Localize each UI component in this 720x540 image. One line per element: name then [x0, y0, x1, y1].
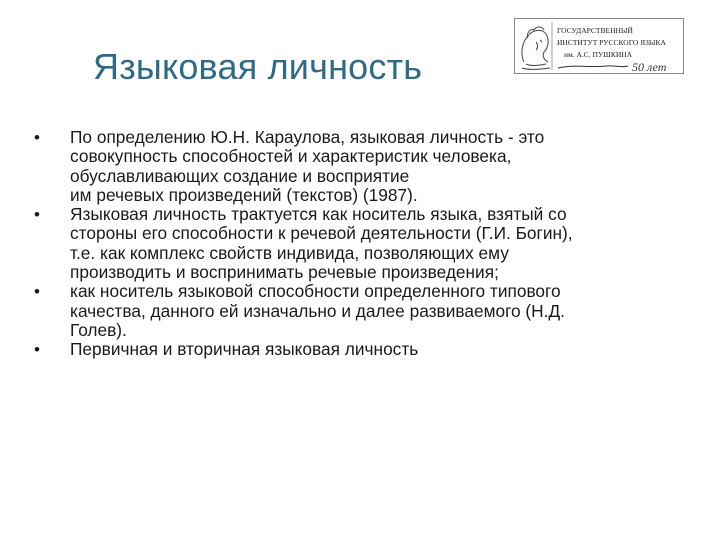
institute-logo — [514, 18, 684, 74]
bullet-text-line: По определению Ю.Н. Караулова, языковая личность - это — [70, 127, 545, 147]
bullet-text-line: им речевых произведений (текстов) (1987). — [70, 184, 418, 205]
bullet-list — [34, 128, 684, 360]
logo-line-2: ИНСТИТУТ РУССКОГО ЯЗЫКА — [557, 38, 666, 47]
bullet-item — [34, 205, 684, 282]
bullet-text-line: Голев). — [70, 319, 127, 340]
bullet-item — [34, 282, 684, 340]
pushkin-portrait-logo-icon — [514, 18, 684, 74]
bullet-marker: • — [34, 282, 40, 302]
bullet-text-line: Первичная и вторичная языковая личность — [70, 339, 419, 360]
bullet-text-line: качества, данного ей изначально и далее развиваемого (Н.Д. — [70, 300, 565, 321]
bullet-text-line: совокупность способностей и характеристик человека, — [70, 146, 512, 167]
bullet-text-line: как носитель языковой способности определенного типового — [70, 281, 561, 302]
bullet-marker: • — [34, 205, 40, 225]
bullet-item — [34, 128, 684, 205]
bullet-text-line: т.е. как комплекс свойств индивида, позволяющих ему — [70, 242, 509, 263]
bullet-text-line: стороны его способности к речевой деятельности (Г.И. Богин), — [70, 223, 573, 244]
logo-line-1: ГОСУДАРСТВЕННЫЙ — [557, 26, 633, 35]
logo-line-3: им. А.С. ПУШКИНА — [564, 50, 633, 59]
bullet-item — [34, 340, 684, 359]
bullet-marker: • — [34, 340, 40, 360]
bullet-text-line: Языковая личность трактуется как носитель языка, взятый со — [70, 204, 567, 225]
slide-title: Языковая личность — [93, 46, 423, 87]
bullet-text-line: обуславливающих создание и восприятие — [70, 165, 410, 186]
bullet-marker: • — [34, 128, 40, 147]
bullet-text-line: производить и воспринимать речевые произведения; — [70, 262, 499, 283]
logo-signature: 50 лет — [632, 60, 667, 74]
